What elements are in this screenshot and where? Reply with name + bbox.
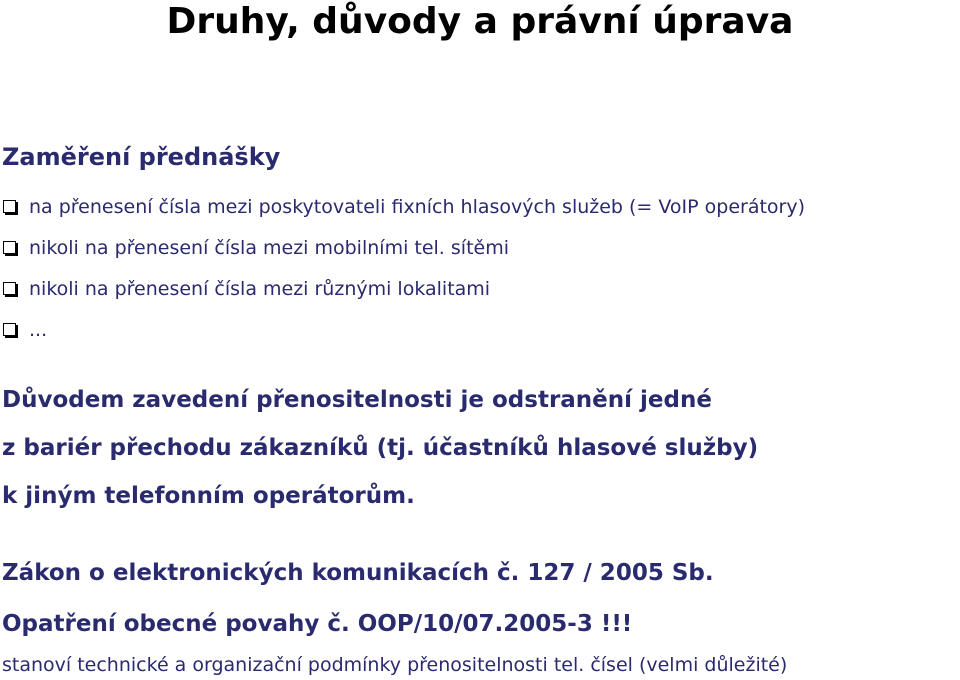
section-heading: Zaměření přednášky xyxy=(2,143,281,171)
bullet-text: nikoli na přenesení čísla mezi různými lokalitami xyxy=(29,277,491,300)
checkbox-square-icon xyxy=(3,282,16,295)
reason-line: z bariér přechodu zákazníků (tj. účastníků hlasové služby) xyxy=(2,435,759,461)
checkbox-square-icon xyxy=(3,241,16,254)
law-reference: Zákon o elektronických komunikacích č. 127 / 2005 Sb. xyxy=(2,560,714,586)
bullet-list xyxy=(2,186,805,350)
checkbox-square-icon xyxy=(3,200,16,213)
regulation-reference: Opatření obecné povahy č. OOP/10/07.2005-3 !!! xyxy=(2,611,633,637)
regulation-note: stanoví technické a organizační podmínky přenositelnosti tel. čísel (velmi důležité) xyxy=(2,654,788,676)
bullet-item xyxy=(2,268,805,309)
bullet-text: nikoli na přenesení čísla mezi mobilními tel. sítěmi xyxy=(29,236,509,259)
checkbox-square-icon xyxy=(3,323,16,336)
bullet-text: ... xyxy=(29,318,48,341)
slide-title: Druhy, důvody a právní úprava xyxy=(166,1,794,42)
bullet-text: na přenesení čísla mezi poskytovateli fixních hlasových služeb (= VoIP operátory) xyxy=(29,195,806,218)
bullet-item xyxy=(2,227,805,268)
reason-line: k jiným telefonním operátorům. xyxy=(2,483,415,509)
reason-line: Důvodem zavedení přenositelnosti je odstranění jedné xyxy=(2,387,712,413)
bullet-item xyxy=(2,309,805,350)
reason-paragraph xyxy=(2,376,758,520)
bullet-item xyxy=(2,186,805,227)
